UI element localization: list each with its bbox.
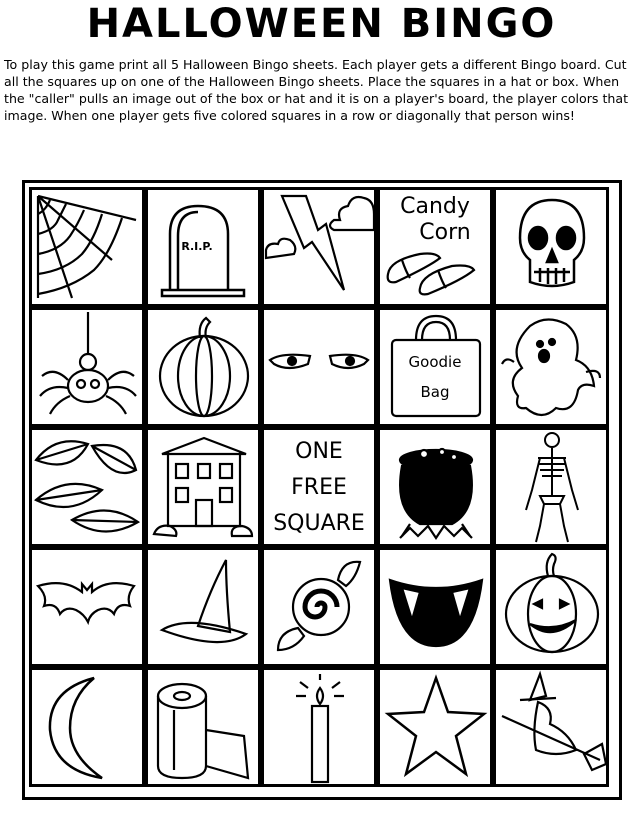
leaves-icon: [32, 430, 142, 544]
bingo-cell-wrapped-candy[interactable]: [261, 547, 377, 667]
bingo-cell-skeleton[interactable]: [493, 427, 609, 547]
spider-icon: [32, 310, 142, 424]
bingo-cell-bat[interactable]: [29, 547, 145, 667]
bingo-cell-candle[interactable]: [261, 667, 377, 787]
bingo-cell-fangs-mouth[interactable]: [377, 547, 493, 667]
bingo-cell-pumpkin[interactable]: [145, 307, 261, 427]
candy-corn-label-line1: Candy: [400, 194, 470, 219]
bingo-cell-cauldron[interactable]: [377, 427, 493, 547]
bingo-cell-free-square[interactable]: [261, 427, 377, 547]
bingo-cell-jack-o-lantern[interactable]: [493, 547, 609, 667]
jack-o-lantern-icon: [496, 550, 606, 664]
bingo-cell-spider[interactable]: [29, 307, 145, 427]
goodie-bag-label-line2: Bag: [420, 383, 450, 401]
bat-icon: [32, 550, 142, 664]
free-square-line2: FREE: [291, 475, 347, 500]
bingo-cell-flying-witch[interactable]: [493, 667, 609, 787]
free-square-line3: SQUARE: [273, 511, 365, 536]
witch-hat-icon: [148, 550, 258, 664]
flying-witch-icon: [496, 670, 606, 784]
bingo-cell-skull[interactable]: [493, 187, 609, 307]
bingo-cell-tombstone[interactable]: [145, 187, 261, 307]
bingo-cell-candy-corn[interactable]: [377, 187, 493, 307]
fangs-mouth-icon: [380, 550, 490, 664]
candy-corn-icon: [380, 190, 490, 304]
bingo-cell-leaves[interactable]: [29, 427, 145, 547]
free-square-line1: ONE: [295, 439, 343, 464]
crescent-moon-icon: [32, 670, 142, 784]
bingo-cell-ghost[interactable]: [493, 307, 609, 427]
goodie-bag-label-line1: Goodie: [408, 353, 462, 371]
bingo-cell-crescent-moon[interactable]: [29, 667, 145, 787]
toilet-paper-icon: [148, 670, 258, 784]
star-icon: [380, 670, 490, 784]
bingo-cell-star[interactable]: [377, 667, 493, 787]
ghost-icon: [496, 310, 606, 424]
tombstone-label: R.I.P.: [181, 240, 213, 253]
bingo-board: [22, 180, 622, 800]
skeleton-icon: [496, 430, 606, 544]
haunted-house-icon: [148, 430, 258, 544]
bingo-cell-spider-web[interactable]: [29, 187, 145, 307]
eyes-icon: [264, 310, 374, 424]
wrapped-candy-icon: [264, 550, 374, 664]
candy-corn-label-line2: Corn: [419, 220, 471, 245]
cauldron-icon: [380, 430, 490, 544]
bingo-cell-eyes[interactable]: [261, 307, 377, 427]
pumpkin-icon: [148, 310, 258, 424]
instructions-text: To play this game print all 5 Halloween Bingo sheets. Each player gets a different Bingo board. Cut all the squares up on one of the Halloween Bingo sheets. Place the squares in a hat or box. When the "caller" pulls an image out of the box or hat and it is on a player's board, the player colors that image. When one player gets five colored squares in a row or diagonally that person wins!: [4, 57, 629, 123]
bingo-cell-toilet-paper[interactable]: [145, 667, 261, 787]
spider-web-icon: [32, 190, 142, 304]
skull-icon: [496, 190, 606, 304]
bingo-cell-lightning[interactable]: [261, 187, 377, 307]
bingo-cell-haunted-house[interactable]: [145, 427, 261, 547]
lightning-cloud-icon: [264, 190, 374, 304]
page-title: HALLOWEEN BINGO: [86, 1, 557, 47]
bingo-cell-goodie-bag[interactable]: [377, 307, 493, 427]
candle-icon: [264, 670, 374, 784]
bingo-cell-witch-hat[interactable]: [145, 547, 261, 667]
